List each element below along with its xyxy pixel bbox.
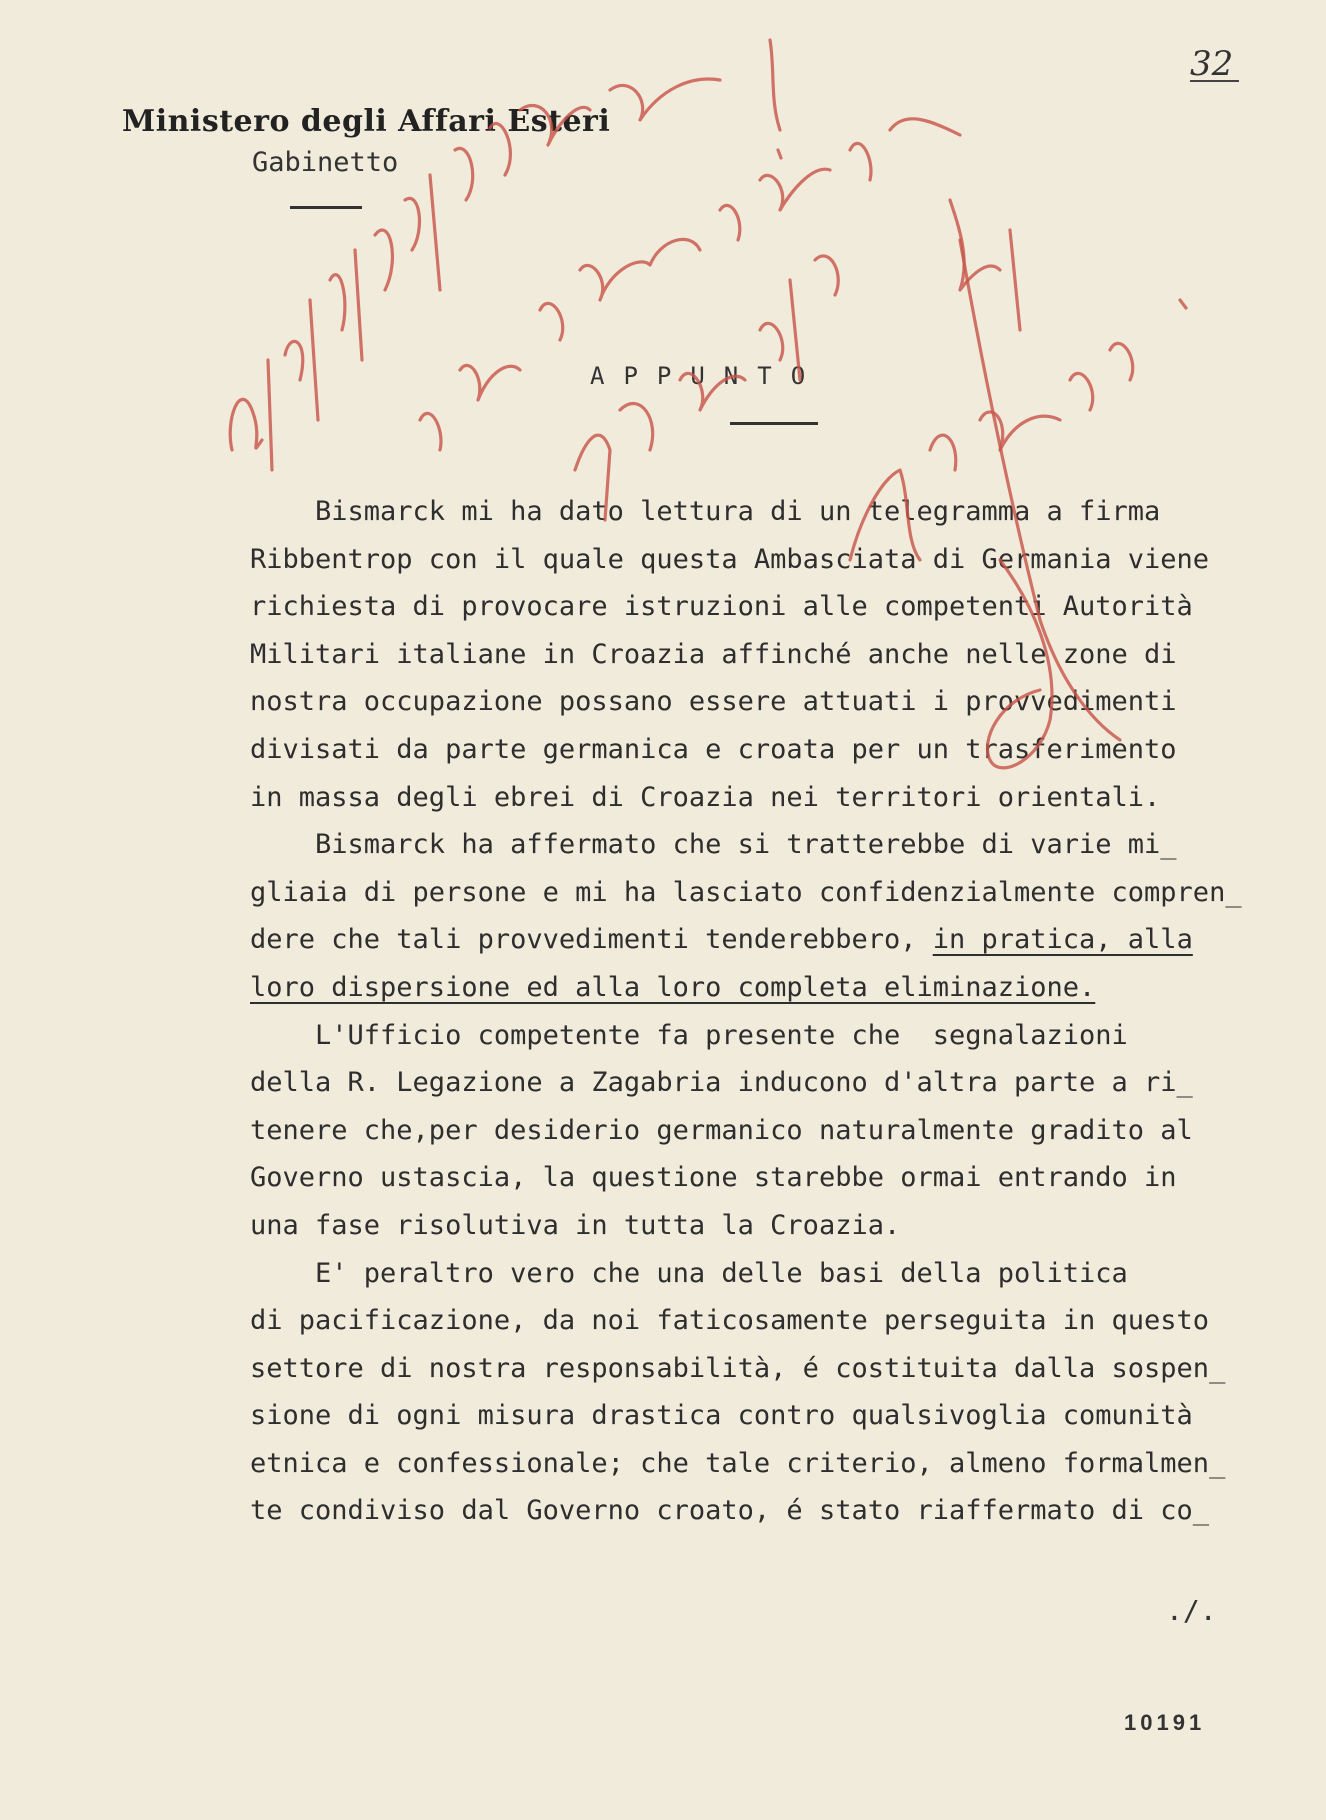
body-line	[250, 1012, 1310, 1060]
body-line	[250, 583, 1310, 631]
body-line	[250, 964, 1310, 1012]
body-line	[250, 631, 1310, 679]
body-line	[250, 774, 1310, 822]
body-line-text: Ribbentrop con il quale questa Ambasciata di Germania viene	[250, 543, 1210, 575]
body-line-text: della R. Legazione a Zagabria inducono d'altra parte a ri_	[250, 1067, 1193, 1099]
underlined-text: loro dispersione ed alla loro completa eliminazione.	[250, 971, 1096, 1003]
letterhead	[122, 104, 610, 178]
body-line	[250, 869, 1310, 917]
body-line	[250, 536, 1310, 584]
body-line-text: Militari italiane in Croazia affinché anche nelle zone di	[250, 638, 1177, 670]
body-line	[250, 1487, 1310, 1535]
body-line	[250, 1154, 1310, 1202]
body-line	[250, 678, 1310, 726]
body-line	[250, 1202, 1310, 1250]
underlined-text: in pratica, alla	[932, 924, 1193, 956]
body-line-text: gliaia di persone e mi ha lasciato confidenzialmente compren_	[250, 876, 1242, 908]
body-line	[250, 1107, 1310, 1155]
body-line-text: dere che tali provvedimenti tenderebbero,	[250, 924, 933, 956]
continuation-mark: ./.	[1166, 1594, 1217, 1627]
body-line-text: nostra occupazione possano essere attuati i provvedimenti	[250, 686, 1177, 718]
body-line	[250, 1345, 1310, 1393]
body-line	[250, 726, 1310, 774]
document-body	[250, 488, 1310, 1535]
body-line-text: Bismarck ha affermato che si tratterebbe di varie mi_	[250, 829, 1177, 861]
body-line-text: una fase risolutiva in tutta la Croazia.	[250, 1209, 901, 1241]
body-line	[250, 821, 1310, 869]
page-number: 32	[1190, 44, 1234, 84]
body-line-text: sione di ogni misura drastica contro qualsivoglia comunità	[250, 1400, 1193, 1432]
office-name: Gabinetto	[252, 147, 399, 178]
document-title: APPUNTO	[590, 362, 825, 390]
body-line-text: richiesta di provocare istruzioni alle competenti Autorità	[250, 591, 1193, 623]
title-rule	[730, 422, 818, 425]
body-line-text: te condiviso dal Governo croato, é stato riaffermato di co_	[250, 1495, 1210, 1527]
archive-number: 10191	[1124, 1710, 1206, 1735]
body-line-text: settore di nostra responsabilità, é costituita dalla sospen_	[250, 1352, 1226, 1384]
body-line	[250, 1392, 1310, 1440]
ministry-name: Ministero degli Affari Esteri	[122, 104, 611, 139]
body-line	[250, 1250, 1310, 1298]
body-line	[250, 1297, 1310, 1345]
body-line-text: etnica e confessionale; che tale criterio, almeno formalmen_	[250, 1447, 1226, 1479]
body-line-text: di pacificazione, da noi faticosamente perseguita in questo	[250, 1305, 1210, 1337]
body-line-text: Governo ustascia, la questione starebbe ormai entrando in	[250, 1162, 1177, 1194]
body-line-text: divisati da parte germanica e croata per un trasferimento	[250, 733, 1177, 765]
body-line	[250, 1440, 1310, 1488]
body-line-text: L'Ufficio competente fa presente che segnalazioni	[250, 1019, 1128, 1051]
body-line-text: in massa degli ebrei di Croazia nei territori orientali.	[250, 781, 1161, 813]
body-line-text: tenere che,per desiderio germanico naturalmente gradito al	[250, 1114, 1193, 1146]
body-line	[250, 1059, 1310, 1107]
body-line-text: Bismarck mi ha dato lettura di un telegramma a firma	[250, 496, 1161, 527]
letterhead-rule	[290, 206, 362, 209]
body-line-text: E' peraltro vero che una delle basi della politica	[250, 1257, 1128, 1289]
body-line	[250, 488, 1310, 536]
body-line	[250, 916, 1310, 964]
